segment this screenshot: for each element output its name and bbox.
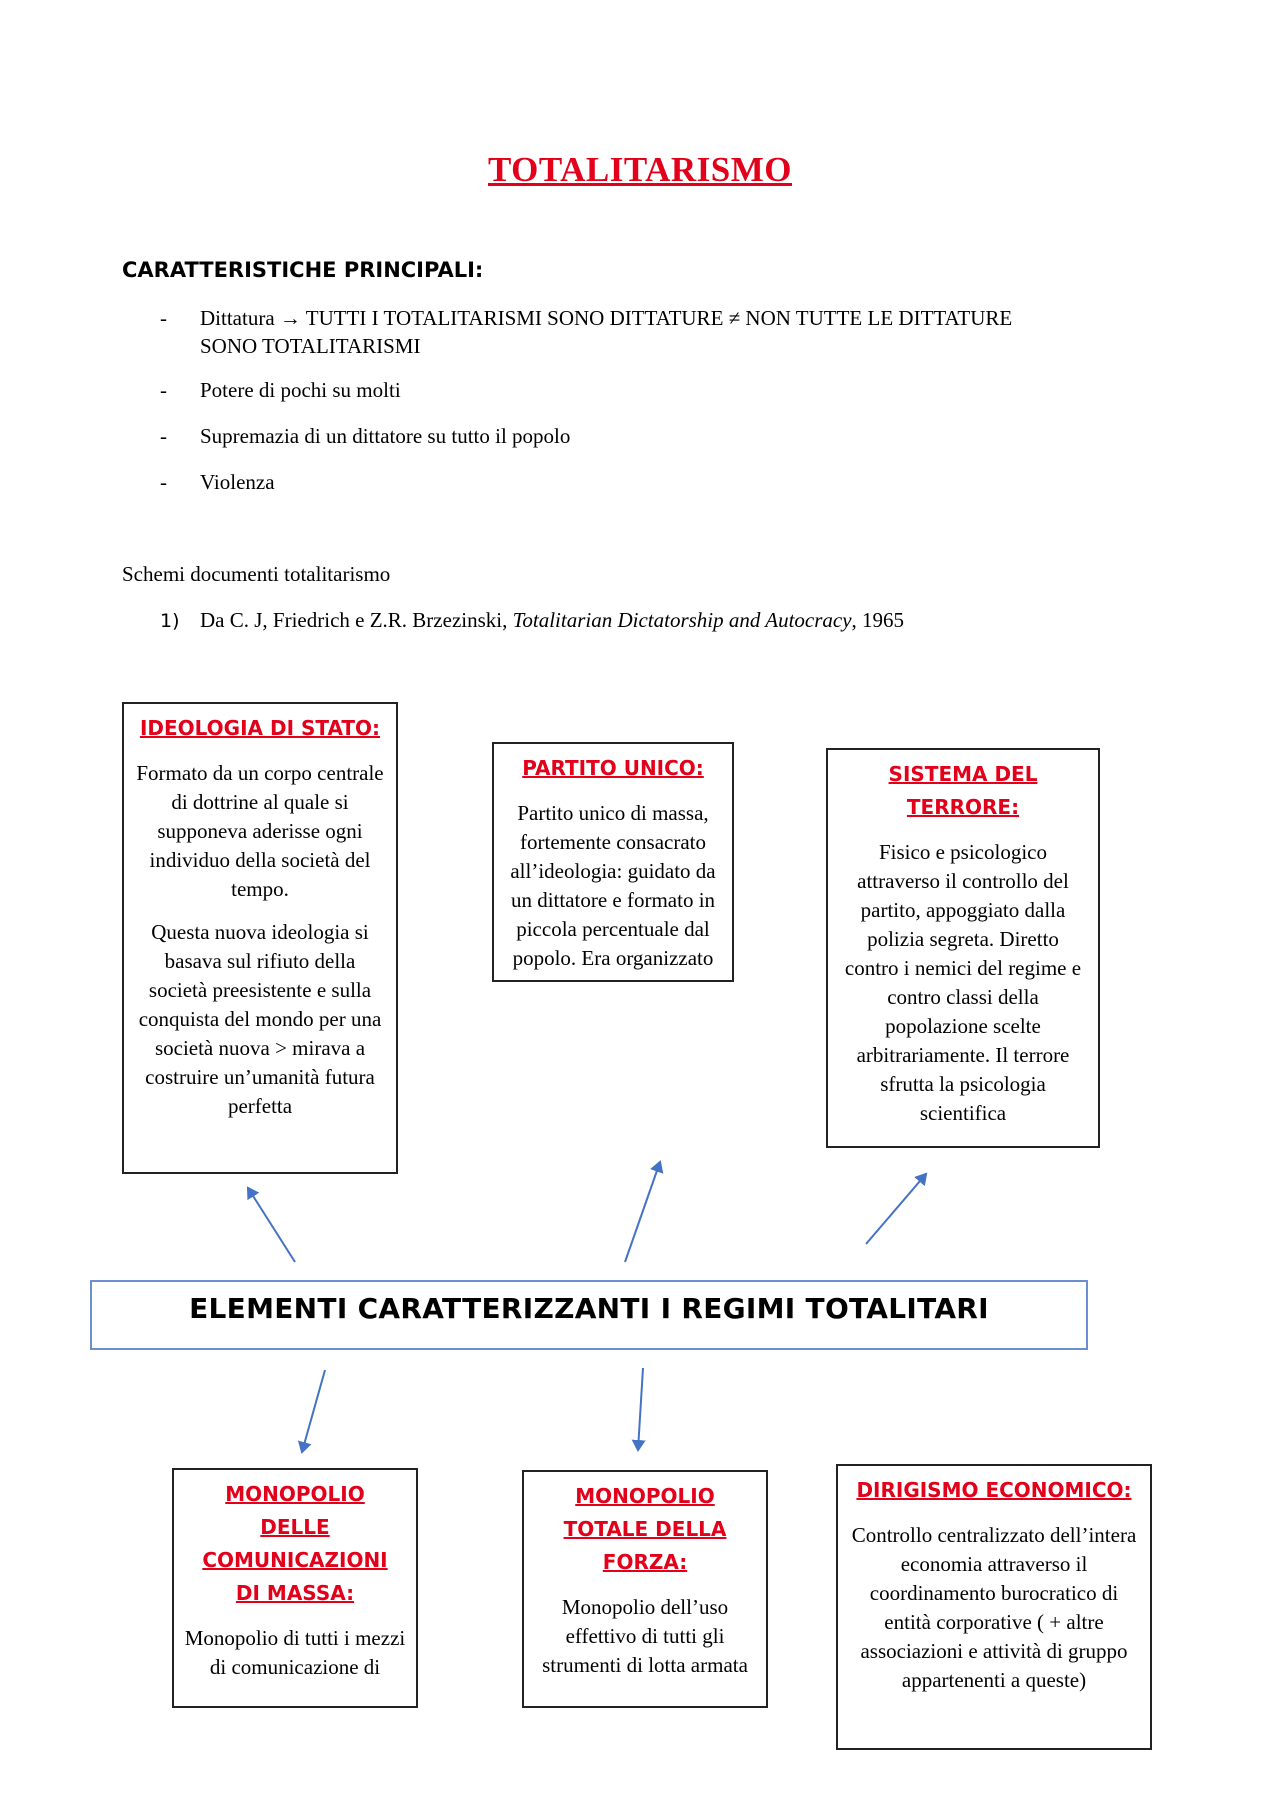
box-title: DIRIGISMO ECONOMICO:	[856, 1478, 1132, 1502]
box-paragraph: Questa nuova ideologia si basava sul rifiuto della società preesistente e sulla conquista del mondo per una società nuova > mirava a costruire un’umanità futura perfetta	[138, 920, 382, 1118]
arrow-to-partito	[625, 1162, 660, 1262]
source-work: Totalitarian Dictatorship and Autocracy	[512, 608, 852, 632]
bullet-marker: -	[160, 306, 167, 330]
box-title: PARTITO UNICO:	[522, 756, 704, 780]
section-heading: CARATTERISTICHE PRINCIPALI:	[122, 258, 484, 282]
source-prefix: Da C. J, Friedrich e Z.R. Brzezinski,	[200, 608, 513, 632]
central-box: ELEMENTI CARATTERIZZANTI I REGIMI TOTALITARI	[90, 1280, 1088, 1350]
box-title: IDEOLOGIA DI STATO:	[139, 716, 381, 740]
box-paragraph: Monopolio di tutti i mezzi di comunicazione di	[184, 1626, 406, 1679]
box-paragraph: Fisico e psicologico attraverso il controllo del partito, appoggiato dalla polizia segreta. Diretto contro i nemici del regime e contro classi della popolazione scelte arbitrariamente. Il terrore sfrutta la psicologia scientifica	[844, 840, 1082, 1125]
box-paragraph: Monopolio dell’uso effettivo di tutti gli strumenti di lotta armata	[542, 1595, 748, 1677]
bullet-item: Violenza	[200, 470, 275, 494]
bullet-marker: -	[160, 424, 167, 448]
bullet-marker: -	[160, 470, 167, 494]
arrow-to-forza	[638, 1368, 643, 1450]
schemes-heading: Schemi documenti totalitarismo	[122, 562, 391, 586]
source-suffix: , 1965	[851, 608, 905, 632]
page-title: TOTALITARISMO	[487, 150, 793, 189]
bullet-item: Dittatura → TUTTI I TOTALITARISMI SONO DITTATURE ≠ NON TUTTE LE DITTATURE SONO TOTALITARISMI	[200, 306, 1013, 358]
box-title: SISTEMA DEL TERRORE:	[888, 762, 1038, 819]
bullet-item: Potere di pochi su molti	[200, 378, 401, 402]
bullet-item: Supremazia di un dittatore su tutto il popolo	[200, 424, 571, 448]
box-paragraph: Partito unico di massa, fortemente consacrato all’ideologia: guidato da un dittatore e formato in piccola percentuale dal popolo. Era organizzato	[510, 801, 716, 970]
box-paragraph: Controllo centralizzato dell’intera economia attraverso il coordinamento burocratico di entità corporative ( + altre associazioni e attività di gruppo appartenenti a queste)	[851, 1523, 1137, 1692]
box-title: MONOPOLIO DELLE COMUNICAZIONI DI MASSA:	[202, 1482, 388, 1605]
arrow-to-ideologia	[248, 1188, 295, 1262]
arrow-to-terrore	[866, 1174, 926, 1244]
bullet-marker: -	[160, 378, 167, 402]
source-number: 1)	[160, 610, 180, 632]
arrow-to-comunicazioni	[302, 1370, 325, 1452]
box-paragraph: Formato da un corpo centrale di dottrine al quale si supponeva aderisse ogni individuo della società del tempo.	[136, 761, 384, 901]
box-title: MONOPOLIO TOTALE DELLA FORZA:	[563, 1484, 727, 1574]
